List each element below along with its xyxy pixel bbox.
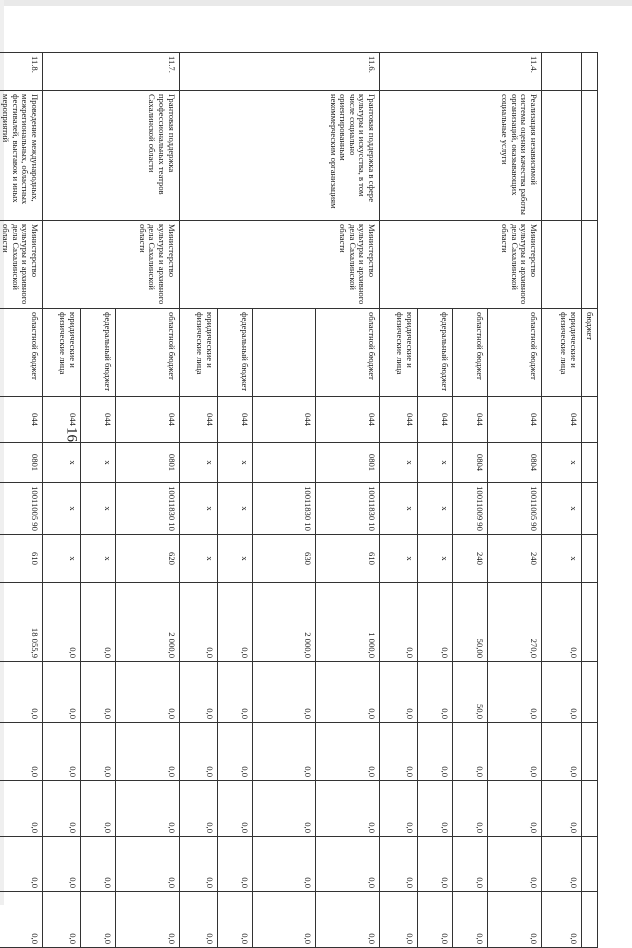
value-cell: 0,0: [453, 723, 488, 781]
value-cell: 0,0: [43, 781, 81, 837]
cs-cell: 10011830 10: [316, 483, 380, 535]
category-cell: областной бюджет: [453, 309, 488, 397]
value-cell: 0,0: [217, 892, 252, 948]
table-row: [116, 53, 180, 948]
value-cell: 18 055,9: [0, 583, 43, 662]
cs-cell: 10011009 90: [453, 483, 488, 535]
value-cell: 0,0: [252, 662, 316, 723]
category-cell: федеральный бюджет: [418, 309, 453, 397]
cs-cell: х: [179, 483, 217, 535]
value-cell: 270,0: [487, 583, 541, 662]
value-cell: 0,0: [81, 583, 116, 662]
rz-cell: 0801: [0, 443, 43, 483]
rz-cell: [252, 443, 316, 483]
vr-cell: х: [542, 535, 582, 583]
value-cell: 50,00: [453, 583, 488, 662]
value-cell: 0,0: [116, 662, 180, 723]
value-cell: 0,0: [542, 583, 582, 662]
row-number-cell: 11.7.: [43, 53, 180, 91]
grbs-cell: 044: [380, 397, 418, 443]
category-cell: юридические и физические лица: [542, 309, 582, 397]
row-number-cell: 11.4.: [380, 53, 542, 91]
value-cell: 0,0: [252, 837, 316, 892]
value-cell: 0,0: [252, 781, 316, 837]
rz-cell: х: [43, 443, 81, 483]
value-cell: 0,0: [0, 662, 43, 723]
value-cell: 0,0: [179, 723, 217, 781]
cs-cell: 10011005 90: [487, 483, 541, 535]
category-cell: [252, 309, 316, 397]
value-cell: 0,0: [487, 662, 541, 723]
value-cell: 1 000,0: [316, 583, 380, 662]
category-cell: областной бюджет: [116, 309, 180, 397]
value-cell: 0,0: [418, 781, 453, 837]
value-cell: 0,0: [116, 892, 180, 948]
value-cell: 0,0: [43, 892, 81, 948]
vr-cell: х: [43, 535, 81, 583]
rz-cell: 0801: [316, 443, 380, 483]
value-cell: 0,0: [179, 662, 217, 723]
vr-cell: 240: [453, 535, 488, 583]
grbs-cell: 044: [81, 397, 116, 443]
rz-cell: х: [542, 443, 582, 483]
vr-cell: 610: [316, 535, 380, 583]
grbs-cell: 044: [316, 397, 380, 443]
cs-cell: х: [380, 483, 418, 535]
rz-cell: х: [179, 443, 217, 483]
cs-cell: 10011830 10: [116, 483, 180, 535]
value-cell: 0,0: [0, 837, 43, 892]
value-cell: 0,0: [380, 723, 418, 781]
grbs-cell: 044: [252, 397, 316, 443]
value-cell: 0,0: [542, 892, 582, 948]
executor-cell: Министерство культуры и архивного дела Сахалинской области: [380, 221, 542, 309]
cs-cell: х: [217, 483, 252, 535]
value-cell: 0,0: [179, 892, 217, 948]
value-cell: 0,0: [43, 583, 81, 662]
value-cell: 0,0: [487, 837, 541, 892]
grbs-cell: 044: [43, 397, 81, 443]
measure-name-cell: Проведение международных, межрегиональных, областных фестивалей, выставок и иных мероприятий: [0, 91, 43, 221]
vr-cell: х: [179, 535, 217, 583]
vr-cell: 610: [0, 535, 43, 583]
value-cell: 0,0: [81, 723, 116, 781]
grbs-cell: 044: [116, 397, 180, 443]
value-cell: 0,0: [418, 662, 453, 723]
executor-cell: Министерство культуры и архивного дела Сахалинской области: [43, 221, 180, 309]
value-cell: 0,0: [81, 662, 116, 723]
grbs-cell: 044: [217, 397, 252, 443]
category-cell: областной бюджет: [487, 309, 541, 397]
value-cell: 0,0: [217, 781, 252, 837]
value-cell: 0,0: [43, 662, 81, 723]
value-cell: 0,0: [81, 892, 116, 948]
value-cell: 0,0: [43, 837, 81, 892]
value-cell: 0,0: [487, 892, 541, 948]
value-cell: 0,0: [316, 781, 380, 837]
value-cell: 0,0: [380, 583, 418, 662]
budget-table: [0, 52, 598, 948]
grbs-cell: 044: [179, 397, 217, 443]
value-cell: 0,0: [252, 892, 316, 948]
cs-cell: х: [81, 483, 116, 535]
value-cell: 0,0: [380, 781, 418, 837]
table-viewport: [1, 52, 598, 944]
value-cell: 0,0: [542, 837, 582, 892]
table-row: [542, 53, 582, 948]
value-cell: 0,0: [418, 583, 453, 662]
value-cell: 0,0: [380, 662, 418, 723]
cs-cell: 10011830 10: [252, 483, 316, 535]
value-cell: 0,0: [252, 723, 316, 781]
value-cell: 0,0: [179, 837, 217, 892]
value-cell: 0,0: [81, 781, 116, 837]
scan-edge-top: [0, 0, 632, 6]
row-number-cell: 11.6.: [179, 53, 379, 91]
table-row: [316, 53, 380, 948]
vr-cell: 620: [116, 535, 180, 583]
value-cell: 0,0: [453, 892, 488, 948]
value-cell: 2 000,0: [116, 583, 180, 662]
value-cell: 0,0: [542, 662, 582, 723]
value-cell: 0,0: [217, 662, 252, 723]
value-cell: 0,0: [418, 837, 453, 892]
executor-cell: Министерство культуры и архивного дела Сахалинской области: [0, 221, 43, 309]
value-cell: 0,0: [418, 892, 453, 948]
value-cell: 0,0: [487, 781, 541, 837]
rz-cell: 0804: [487, 443, 541, 483]
category-cell: областной бюджет: [316, 309, 380, 397]
value-cell: 0,0: [179, 781, 217, 837]
vr-cell: х: [418, 535, 453, 583]
category-cell: областной бюджет: [0, 309, 43, 397]
vr-cell: х: [81, 535, 116, 583]
category-cell: бюджет: [582, 309, 598, 397]
value-cell: 0,0: [542, 723, 582, 781]
table-body: [0, 53, 598, 948]
value-cell: 0,0: [418, 723, 453, 781]
value-cell: 0,0: [453, 781, 488, 837]
value-cell: 0,0: [116, 723, 180, 781]
grbs-cell: 044: [418, 397, 453, 443]
rz-cell: х: [81, 443, 116, 483]
grbs-cell: 044: [453, 397, 488, 443]
vr-cell: х: [217, 535, 252, 583]
value-cell: 0,0: [0, 781, 43, 837]
measure-name-cell: Реализация независимой системы оценки качества работы организаций, оказывающих социальные услуги: [380, 91, 542, 221]
cs-cell: х: [43, 483, 81, 535]
category-cell: юридические и физические лица: [380, 309, 418, 397]
vr-cell: х: [380, 535, 418, 583]
value-cell: 0,0: [179, 583, 217, 662]
category-cell: федеральный бюджет: [217, 309, 252, 397]
value-cell: 0,0: [116, 781, 180, 837]
value-cell: 0,0: [316, 723, 380, 781]
value-cell: 0,0: [487, 723, 541, 781]
value-cell: 0,0: [316, 837, 380, 892]
value-cell: 0,0: [217, 837, 252, 892]
category-cell: федеральный бюджет: [81, 309, 116, 397]
value-cell: 0,0: [316, 892, 380, 948]
grbs-cell: 044: [0, 397, 43, 443]
cs-cell: х: [418, 483, 453, 535]
value-cell: 0,0: [43, 723, 81, 781]
measure-name-cell: Грантовая поддержка профессиональных театров Сахалинской области: [43, 91, 180, 221]
value-cell: 0,0: [316, 662, 380, 723]
table-row: [582, 53, 598, 948]
value-cell: 0,0: [217, 723, 252, 781]
value-cell: 0,0: [542, 781, 582, 837]
rotated-table-frame: [1, 52, 598, 944]
rz-cell: х: [418, 443, 453, 483]
value-cell: 2 000,0: [252, 583, 316, 662]
grbs-cell: 044: [542, 397, 582, 443]
value-cell: 0,0: [81, 837, 116, 892]
rz-cell: 0804: [453, 443, 488, 483]
vr-cell: 240: [487, 535, 541, 583]
category-cell: юридические и физические лица: [179, 309, 217, 397]
value-cell: 0,0: [0, 892, 43, 948]
executor-cell: Министерство культуры и архивного дела Сахалинской области: [179, 221, 379, 309]
value-cell: 0,0: [217, 583, 252, 662]
vr-cell: 630: [252, 535, 316, 583]
value-cell: 0,0: [453, 837, 488, 892]
measure-name-cell: Грантовая поддержка в сфере культуры и искусства, в том числе социально ориентированным некоммерческим организациям: [179, 91, 379, 221]
cs-cell: х: [542, 483, 582, 535]
page-number: 16: [63, 427, 80, 442]
category-cell: юридические и физические лица: [43, 309, 81, 397]
cs-cell: 10011005 90: [0, 483, 43, 535]
rz-cell: 0801: [116, 443, 180, 483]
rz-cell: х: [217, 443, 252, 483]
value-cell: 0,0: [0, 723, 43, 781]
rz-cell: х: [380, 443, 418, 483]
table-row: [0, 53, 43, 948]
row-number-cell: 11.8.: [0, 53, 43, 91]
value-cell: 0,0: [380, 837, 418, 892]
value-cell: 0,0: [116, 837, 180, 892]
grbs-cell: 044: [487, 397, 541, 443]
value-cell: 0,0: [380, 892, 418, 948]
value-cell: 50,0: [453, 662, 488, 723]
table-row: [487, 53, 541, 948]
